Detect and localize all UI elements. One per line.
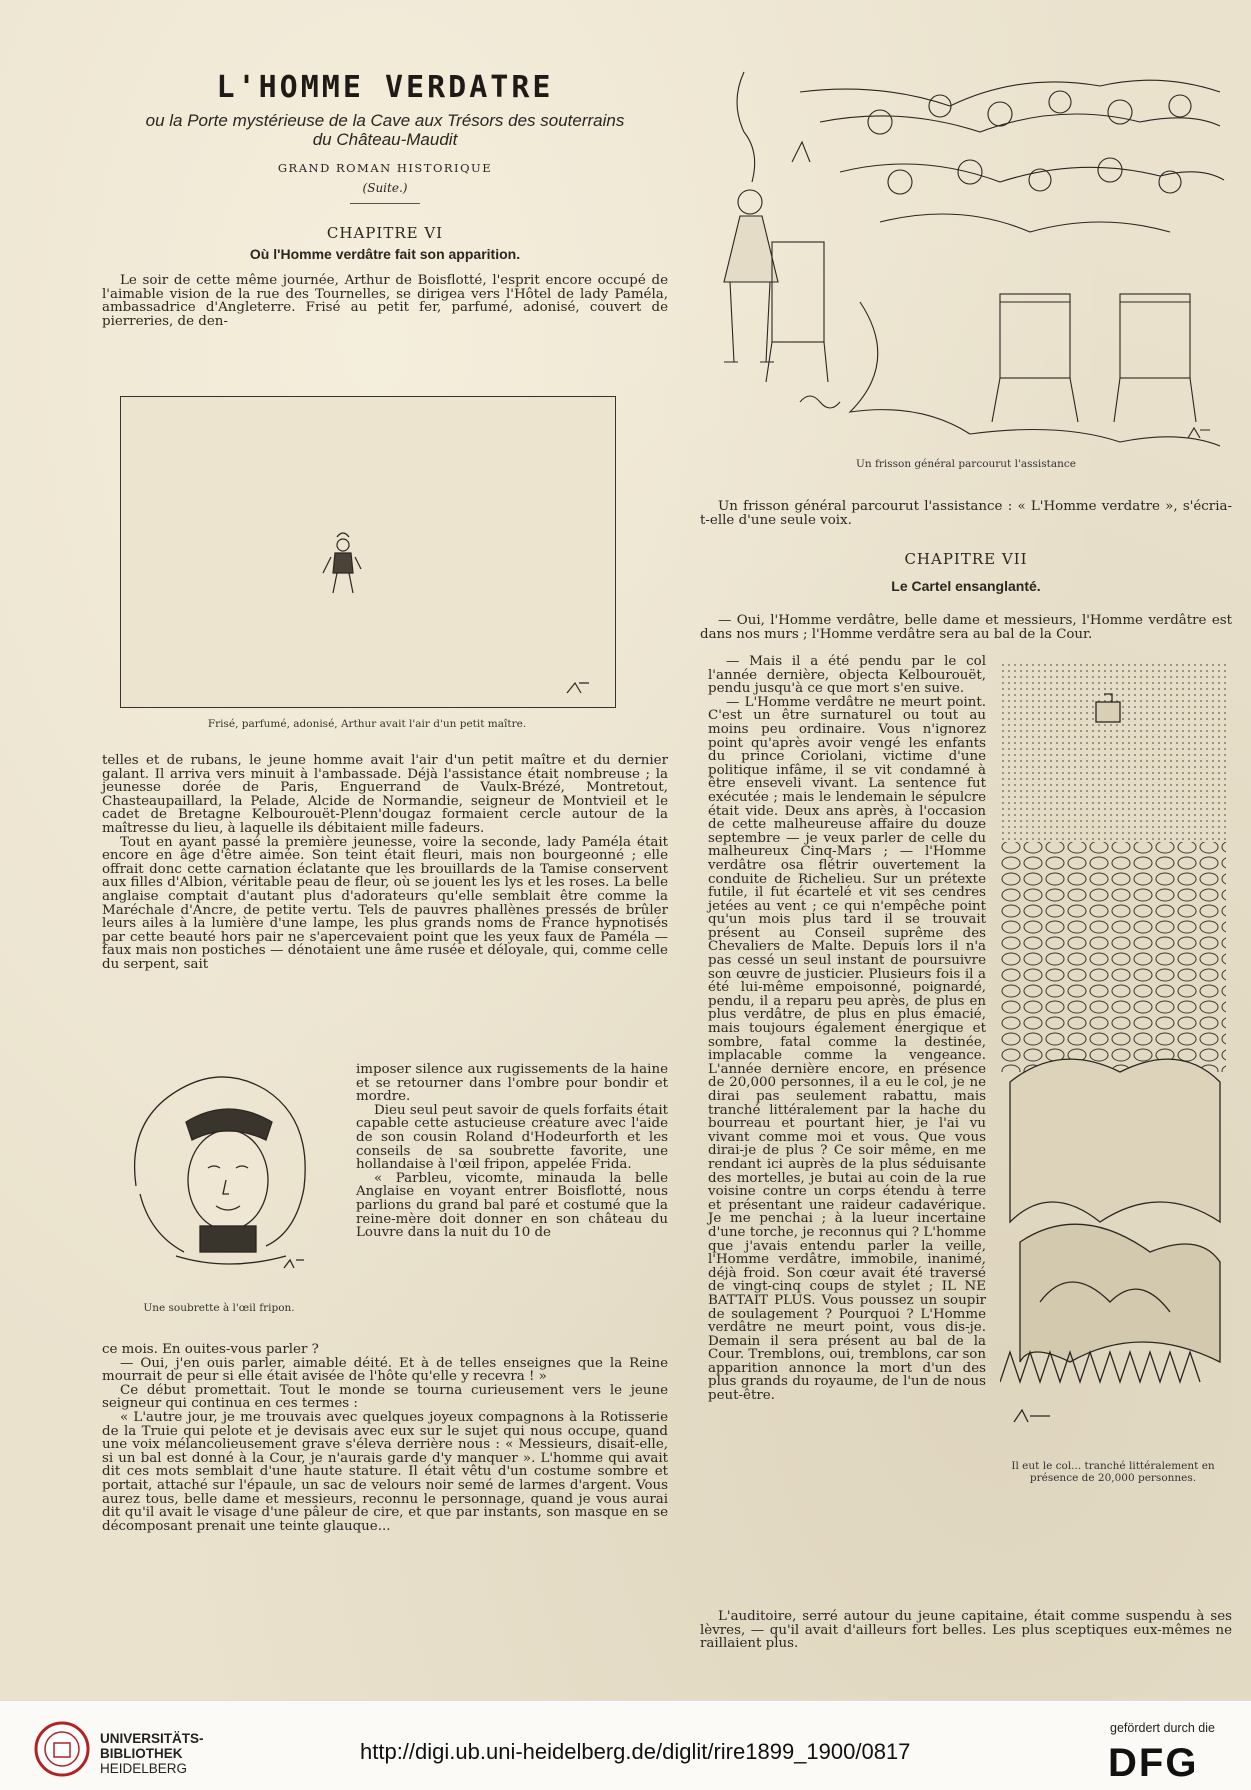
dfg-logo: DFG [1108, 1741, 1199, 1785]
chapter-6-end [700, 500, 1232, 527]
soubrette-portrait-drawing [116, 1056, 322, 1300]
university-seal-icon [34, 1721, 90, 1781]
left-column [102, 62, 668, 328]
paragraph: — L'Homme verdâtre ne meurt point. C'est un être surnaturel ou tout au moins peu ordinaire. Vous n'ignorez point qu'après avoir vengé les enfants du prince Coriolani, victime d'une politique infâme, il se vit condamné à être enseveli vivant. La sentence fut exécutée ; mais le lendemain le sépulcre était vide. Deux ans après, à l'occasion de cette malheureuse affaire du douze septembre — je veux parler de celle du malheureux Cinq-Mars ; — l'Homme verdâtre osa flétrir ouvertement la conduite de Richelieu. Sur un prétexte futile, il fut écartelé et vit ses cendres jetées au vent ; ce qui n'empêche point qu'un mois plus tard il se trouvait présent au Conseil suprême des Chevaliers de Malte. Depuis lors il n'a pas cessé un seul instant de poursuivre son œuvre de justicier. Plusieurs fois il a été lui-même empoisonné, poignardé, pendu, il a reparu peu après, de plus en plus verdâtre, de plus en plus émacié, mais toujours également énergique et sombre, fatal comme la destinée, implacable comme la vengeance. L'année dernière encore, en présence de 20,000 personnes, il a eu le col, je ne dirai pas seulement rabattu, mais tranché littéralement par la hache du bourreau et pourtant hier, je l'ai vu vivant comme moi et vous. Que vous dirai-je de plus ? Ce soir même, en me rendant ici auprès de la plus séduisante des mortelles, je butai au coin de la rue voisine contre un corps étendu à terre et présentant une raideur cadavérique. Je me penchai ; à la lueur incertaine d'une torche, je reconnus qui ? L'homme que j'avais entendu parler la veille, l'Homme verdâtre, immobile, inanimé, déjà froid. Son cœur avait été traversé de vingt-cinq coups de stylet ; IL NE BATTAIT PLUS. Vous poussez un soupir de soulagement ? Pourquoi ? L'Homme verdâtre ne meurt point, vous dis-je. Demain il sera présent au bal de la Cour. Tremblons, oui, tremblons, car son apparition annonce la mort d'un des plus grands du royaume, de l'un de nous peut-être. [708, 694, 986, 1404]
chapter-6-intro [102, 274, 668, 328]
chapter-7-heading: CHAPITRE VII [904, 550, 1028, 568]
chapter-6-title: Où l'Homme verdâtre fait son apparition. [249, 246, 521, 262]
article-kicker: GRAND ROMAN HISTORIQUE [277, 161, 493, 175]
paragraph: Tout en ayant passé la première jeunesse, voire la seconde, lady Paméla était encore en âge d'être aimée. Son teint était fleuri, mais non bourgeonné ; elle offrait donc cette carnation éclatante que les brouillards de la Tamise conservent aux filles d'Albion, véritable peau de fleur, où se jouent les lys et les roses. La belle anglaise comptait d'autant plus d'adorateurs qu'elle semblait être comme la Maréchale d'Ancre, de petite vertu. Tels de pauvres phallènes pressés de brûler leurs ailes à la lumière d'une lampe, les plus grands noms de France hypnotisés par cette beauté hors pair ne s'apercevaient point que les yeux faux de Paméla — faux mais non postiches — dénotaient une âme rusée et déloyale, qui, comme celle du serpent, sait [102, 834, 668, 972]
paragraph: Un frisson général parcourut l'assistance : « L'Homme verdatre », s'écria-t-elle d'une seule voix. [700, 499, 1232, 528]
illustration-soubrette [116, 1056, 322, 1300]
paragraph: — Oui, j'en ouis parler, aimable déité. Et à de telles enseignes que la Reine mourrait de peur si elle était avisée de l'hôte qu'elle y recevra ! » [102, 1355, 668, 1385]
library-name-line1: UNIVERSITÄTS- [100, 1731, 204, 1746]
paragraph: Ce début promettait. Tout le monde se tourna curieusement vers le jeune seigneur qui continua en ces termes : [102, 1382, 668, 1412]
assembly-drawing [700, 62, 1232, 456]
caption-frise: Frisé, parfumé, adonisé, Arthur avait l'air d'un petit maître. [207, 718, 527, 730]
illustration-assembly [700, 62, 1232, 456]
title-divider [350, 203, 420, 204]
paragraph: Dieu seul peut savoir de quels forfaits était capable cette astucieuse créature avec l'aide de son cousin Roland d'Hodeurforth et les conseils de sa soubrette favorite, une hollandaise à l'œil fripon, appelée Frida. [356, 1102, 668, 1173]
article-subtitle-line1: ou la Porte mystérieuse de la Cave aux Trésors des souterrains [145, 111, 625, 130]
paragraph: « Parbleu, vicomte, minauda la belle Anglaise en voyant entrer Boisflotté, nous parlions du grand bal paré et costumé que la reine-mère doit donner en son château du Louvre dans la nuit du 10 de [356, 1170, 668, 1241]
paragraph: imposer silence aux rugissements de la haine et se retourner dans l'ombre pour bondir et mordre. [356, 1062, 668, 1105]
funding-label: gefördert durch die [1110, 1721, 1215, 1735]
execution-crowd-drawing [1000, 662, 1226, 1454]
source-url-link[interactable]: http://digi.ub.uni-heidelberg.de/diglit/rire1899_1900/0817 [360, 1739, 911, 1764]
caption-col: Il eut le col... tranché littéralement en présence de 20,000 personnes. [1011, 1460, 1215, 1484]
chapter-7-opening [700, 614, 1232, 641]
article-subtitle-line2: du Château-Maudit [312, 130, 458, 149]
caption-soubrette: Une soubrette à l'œil fripon. [143, 1302, 295, 1314]
library-name [100, 1731, 204, 1776]
chapter-7-title: Le Cartel ensanglanté. [891, 578, 1041, 594]
paragraph: L'auditoire, serré autour du jeune capitaine, était comme suspendu à ses lèvres, — qu'il avait d'ailleurs fort belles. Les plus sceptiques eux-mêmes ne raillaient plus. [700, 1609, 1232, 1652]
illustration-execution-crowd [1000, 662, 1226, 1454]
suite-label: (Suite.) [362, 181, 408, 195]
library-name-line2: BIBLIOTHEK [100, 1746, 183, 1761]
article-title: L'HOMME VERDATRE [216, 70, 554, 105]
arthur-figure-drawing [121, 397, 615, 707]
chapter-6-heading: CHAPITRE VI [326, 224, 444, 242]
chapter-7-narrow-text [708, 655, 986, 1403]
chapter-6-beside-portrait [356, 1063, 668, 1240]
paragraph: — Mais il a été pendu par le col l'année dernière, objecta Kelbourouët, pendu jusqu'à ce que mort s'en suive. [708, 654, 986, 697]
library-name-line3: HEIDELBERG [100, 1761, 188, 1776]
digitization-footer [0, 1700, 1251, 1790]
chapter-7-closing [700, 1610, 1232, 1651]
paragraph: — Oui, l'Homme verdâtre, belle dame et messieurs, l'Homme verdâtre est dans nos murs ; l'Homme verdâtre sera au bal de la Cour. [700, 613, 1232, 642]
paragraph: telles et de rubans, le jeune homme avait l'air d'un petit maître et du dernier galant. Il arriva vers minuit à l'ambassade. Déjà l'assistance était nombreuse ; la jeunesse dorée de Paris, Enguerrand de Vaulx-Brézé, Montretout, Chasteaupaillard, la Pelade, Alcide de Normandie, seigneur de Montvieil et le cadet de Bretagne Kelbourouët-Plenn'dougaz formaient cercle autour de la maîtresse du lieu, à laquelle ils débitaient mille fadeurs. [102, 753, 668, 836]
paragraph: Le soir de cette même journée, Arthur de Boisflotté, l'esprit encore occupé de l'aimable vision de la rue des Tournelles, se dirigea vers l'Hôtel de lady Paméla, ambassadrice d'Angleterre. Frisé au petit fer, parfumé, adonisé, couvert de pierreries, de den- [102, 273, 668, 329]
chapter-6-body [102, 754, 668, 972]
chapter-6-dialogue [102, 1343, 668, 1533]
paragraph: « L'autre jour, je me trouvais avec quelques joyeux compagnons à la Rotisserie de la Truie qui pelote et je devisais avec eux sur le sujet qui nous occupe, quand une voix mélancolieusement grave s'éleva derrière nous : « Messieurs, disait-elle, si un bal est donné à la Cour, je n'aurais garde d'y manquer ». L'homme qui avait dit ces mots semblait d'une haute stature. Il était vêtu d'un costume sombre et portait, attaché sur l'épaule, un sac de velours noir semé de larmes d'argent. Vous aurez tous, belle dame et messieurs, reconnu le personnage, quand je vous aurai dit qu'il avait le visage d'une pâleur de cire, et que par instants, son masque en se décomposant prenait une teinte glauque... [102, 1409, 668, 1534]
paragraph: ce mois. En ouites-vous parler ? [102, 1342, 319, 1357]
illustration-arthur [120, 396, 616, 708]
caption-frisson: Un frisson général parcourut l'assistance [856, 458, 1076, 470]
